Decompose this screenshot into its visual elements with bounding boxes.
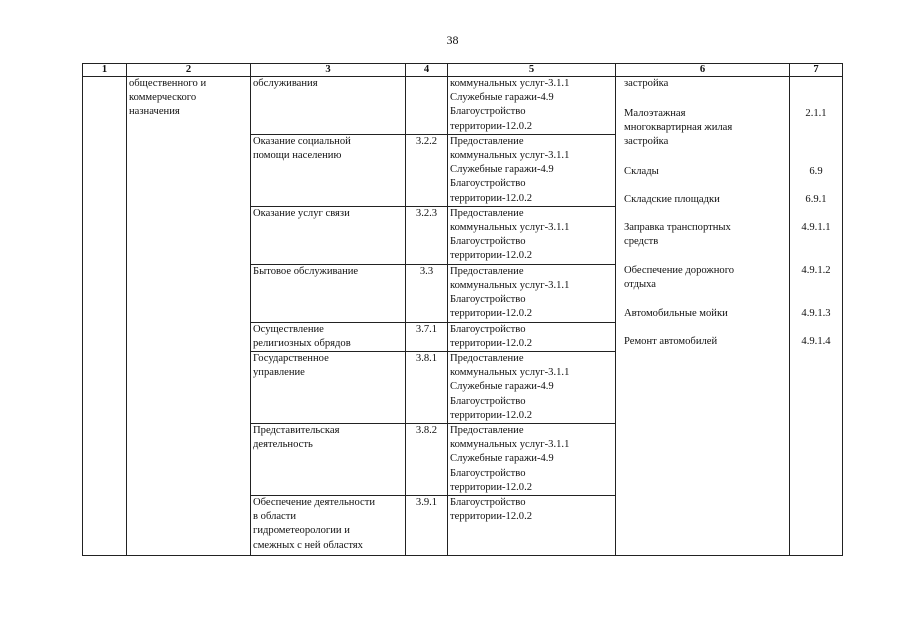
use-name-cell: Оказание социальной помощи населению: [251, 134, 406, 206]
use-name-cell: Обеспечение деятельности в области гидрометеорологии и смежных с ней областях: [251, 496, 406, 556]
aux-use-cell: Предоставление коммунальных услуг-3.1.1 Служебные гаражи-4.9 Благоустройство территории-12.0.2: [448, 352, 616, 424]
cond-item-name: Склады: [624, 166, 659, 177]
cond-code: 4.9.1.4: [801, 336, 831, 347]
table-header-row: [83, 64, 843, 77]
cond-code: [790, 77, 842, 107]
aux-use-cell: Благоустройство территории-12.0.2: [448, 496, 616, 556]
aux-use-cell: Предоставление коммунальных услуг-3.1.1 Благоустройство территории-12.0.2: [448, 206, 616, 264]
zone-type-cell: общественного и коммерческого назначения: [127, 77, 251, 556]
use-code-cell: 3.2.3: [406, 206, 448, 264]
conditional-code-cell: [790, 77, 843, 556]
aux-use-cell: Благоустройство территории-12.0.2: [448, 322, 616, 351]
cond-code: 2.1.1: [805, 108, 827, 119]
aux-use-cell: Предоставление коммунальных услуг-3.1.1 Служебные гаражи-4.9 Благоустройство территории-12.0.2: [448, 424, 616, 496]
cond-code: 4.9.1.2: [801, 265, 831, 276]
use-name-cell: Представительская деятельность: [251, 424, 406, 496]
header-col-2: 2: [127, 64, 251, 77]
use-code-cell: 3.9.1: [406, 496, 448, 556]
aux-use-cell: Предоставление коммунальных услуг-3.1.1 Служебные гаражи-4.9 Благоустройство территории-12.0.2: [448, 134, 616, 206]
cond-item-name: Заправка транспортных средств: [624, 222, 731, 248]
conditional-use-cell: [616, 77, 790, 556]
aux-use-cell: Предоставление коммунальных услуг-3.1.1 Благоустройство территории-12.0.2: [448, 264, 616, 322]
use-code-cell: 3.3: [406, 264, 448, 322]
use-name-cell: обслуживания: [251, 77, 406, 135]
use-name-cell: Бытовое обслуживание: [251, 264, 406, 322]
page-number: 38: [446, 33, 459, 47]
use-name-cell: Осуществление религиозных обрядов: [251, 322, 406, 351]
use-code-cell: 3.7.1: [406, 322, 448, 351]
cond-code: 6.9: [809, 166, 823, 177]
table-row: [83, 77, 843, 135]
cond-item-name: Обеспечение дорожного отдыха: [624, 265, 735, 291]
cond-item-name: Автомобильные мойки: [624, 308, 728, 319]
zoning-table: [82, 63, 843, 556]
header-col-5: 5: [448, 64, 616, 77]
header-col-6: 6: [616, 64, 790, 77]
header-col-1: 1: [83, 64, 127, 77]
header-col-3: 3: [251, 64, 406, 77]
use-code-cell: 3.2.2: [406, 134, 448, 206]
aux-use-cell: коммунальных услуг-3.1.1 Служебные гаражи-4.9 Благоустройство территории-12.0.2: [448, 77, 616, 135]
cond-code: 6.9.1: [805, 194, 827, 205]
cond-code: 4.9.1.3: [801, 308, 831, 319]
cond-item: [620, 77, 789, 363]
use-code-cell: [406, 77, 448, 135]
use-code-cell: 3.8.2: [406, 424, 448, 496]
cond-item-name: Малоэтажная многоквартирная жилая застройка: [624, 108, 733, 148]
header-col-4: 4: [406, 64, 448, 77]
col1-cell: [83, 77, 127, 556]
cond-code: 4.9.1.1: [801, 222, 831, 233]
use-code-cell: 3.8.1: [406, 352, 448, 424]
cond-item-name: Складские площадки: [624, 194, 720, 205]
use-name-cell: Оказание услуг связи: [251, 206, 406, 264]
header-col-7: 7: [790, 64, 843, 77]
cond-item-name: Ремонт автомобилей: [624, 336, 718, 347]
cond-item-name: застройка: [624, 78, 669, 89]
use-name-cell: Государственное управление: [251, 352, 406, 424]
